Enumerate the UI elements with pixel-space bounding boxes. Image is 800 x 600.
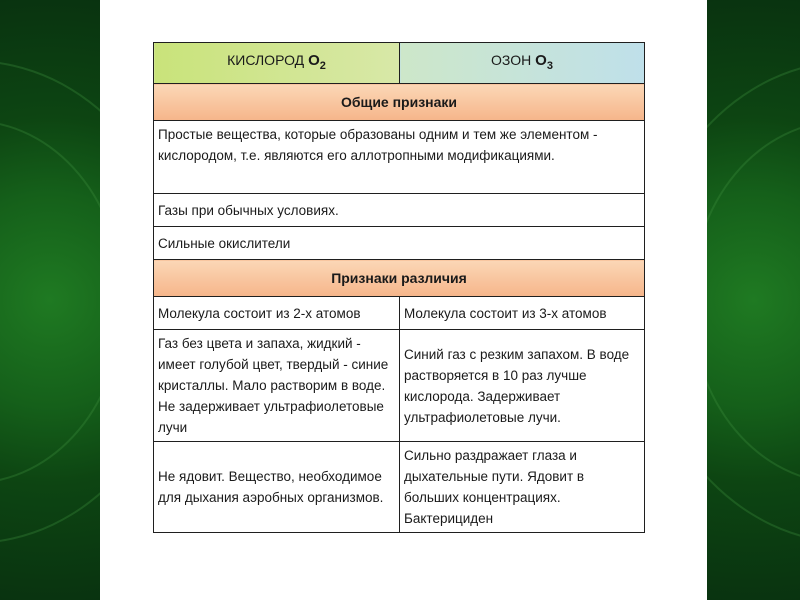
oxygen-cell: Газ без цвета и запаха, жидкий - имеет голубой цвет, твердый - синие кристаллы. Мало растворим в воде. Не задерживает ультрафиолетовые лучи (154, 330, 400, 442)
section-row (154, 84, 645, 121)
ozone-formula: $O_3$ (535, 51, 553, 72)
common-cell: Простые вещества, которые образованы одним и тем же элементом - кислородом, т.е. являются его аллотропными модификациями. (154, 121, 645, 194)
oxygen-cell: Молекула состоит из 2-х атомов (154, 297, 400, 330)
common-section-title: Общие признаки (154, 84, 645, 121)
table-row (154, 194, 645, 227)
comparison-table (153, 42, 645, 533)
header-ozone (400, 43, 645, 84)
table-row (154, 121, 645, 194)
table-row (154, 330, 645, 442)
header-row (154, 43, 645, 84)
ozone-cell: Синий газ с резким запахом. В воде растворяется в 10 раз лучше кислорода. Задерживает ультрафиолетовые лучи. (400, 330, 645, 442)
header-ozone-name: ОЗОН (491, 51, 532, 68)
ozone-cell: Молекула состоит из 3-х атомов (400, 297, 645, 330)
oxygen-formula: $O_2$ (308, 51, 326, 72)
common-cell: Сильные окислители (154, 227, 645, 260)
table-row (154, 297, 645, 330)
diff-section-title: Признаки различия (154, 260, 645, 297)
oxygen-cell: Не ядовит. Вещество, необходимое для дыхания аэробных организмов. (154, 442, 400, 533)
header-oxygen-name: КИСЛОРОД (227, 51, 305, 68)
slide (100, 0, 707, 600)
table-row (154, 227, 645, 260)
common-cell: Газы при обычных условиях. (154, 194, 645, 227)
table-row (154, 442, 645, 533)
section-row (154, 260, 645, 297)
ozone-cell: Сильно раздражает глаза и дыхательные пути. Ядовит в больших концентрациях. Бактерициден (400, 442, 645, 533)
header-oxygen (154, 43, 400, 84)
